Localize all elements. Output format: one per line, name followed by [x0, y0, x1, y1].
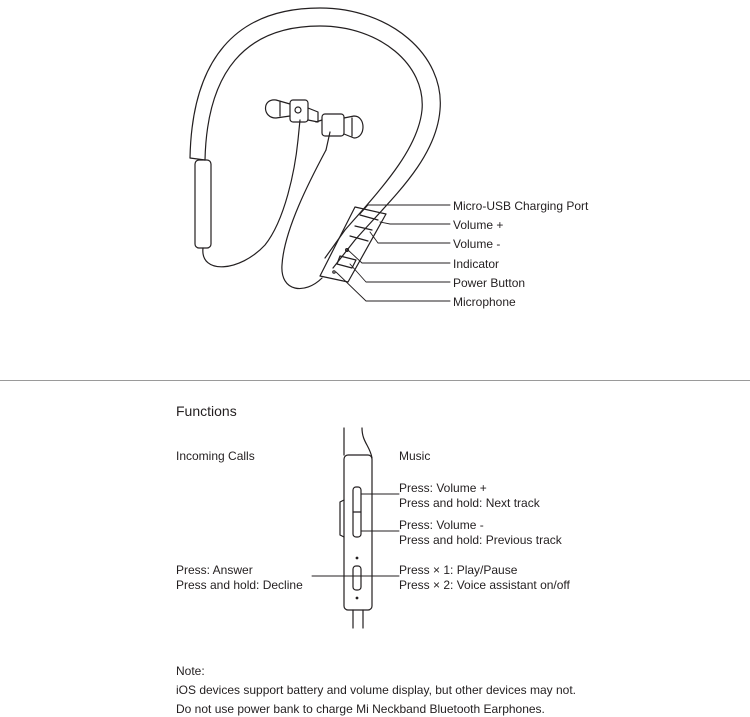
vol-down-press: Press: Volume -	[399, 518, 484, 532]
incoming-calls-header: Incoming Calls	[176, 449, 255, 463]
label-micro-usb-port: Micro-USB Charging Port	[453, 199, 589, 213]
label-indicator: Indicator	[453, 257, 500, 271]
vol-down-hold: Press and hold: Previous track	[399, 533, 562, 547]
call-press: Press: Answer	[176, 563, 253, 577]
note-line-1: iOS devices support battery and volume display, but other devices may not.	[176, 683, 576, 697]
functions-title: Functions	[176, 403, 237, 419]
label-volume-down: Volume -	[453, 237, 501, 251]
power-press-twice: Press × 2: Voice assistant on/off	[399, 578, 570, 592]
note-title: Note:	[176, 664, 205, 678]
remote-body	[340, 428, 372, 628]
vol-up-press: Press: Volume +	[399, 481, 487, 495]
note-line-2: Do not use power bank to charge Mi Neckband Bluetooth Earphones.	[176, 702, 545, 716]
call-hold: Press and hold: Decline	[176, 578, 303, 592]
vol-up-hold: Press and hold: Next track	[399, 496, 540, 510]
power-press-once: Press × 1: Play/Pause	[399, 563, 518, 577]
function-leaders	[312, 494, 399, 576]
label-microphone: Microphone	[453, 295, 516, 309]
music-header: Music	[399, 449, 431, 463]
label-volume-up: Volume +	[453, 218, 504, 232]
label-power-button: Power Button	[453, 276, 526, 290]
